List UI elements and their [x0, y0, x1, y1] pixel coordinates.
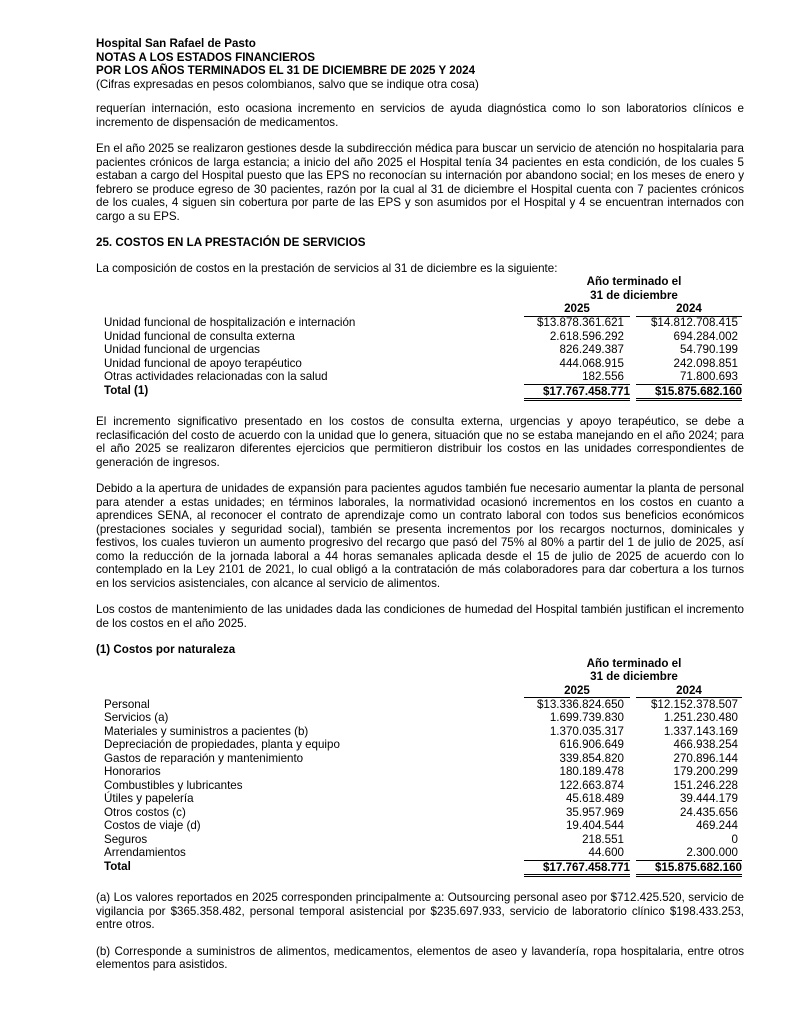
value-2025: 182.556	[582, 370, 624, 383]
paragraph-expansion-units: Debido a la apertura de unidades de expansión para pacientes agudos también fue necesario aumentar la planta de personal para atender a estas unidades; en términos laborales, la normatividad ocasionó incrementos en los costos en cuanto a aprendices SENA, al reconocer el contrato de aprendizaje como un contrato laboral con todos sus beneficios económicos (prestaciones sociales y seguridad social), también se presenta incrementos por los recargos nocturnos, dominicales y festivos, los cuales tuvieron un aumento progresivo del recargo que pasó del 75% al 80% a partir del 1 de julio de 2025, así como la reducción de la jornada laboral a 44 horas semanales aplicada desde el 15 de julio de 2025 de acuerdo con lo contemplado en la Ley 2101 de 2021, lo cual obligó a la contratación de más colaboradores para dar cobertura a los turnos en los servicios asistenciales, con alcance al servicio de alimentos.	[96, 482, 744, 590]
table-row	[96, 330, 744, 344]
value-2024: $14.812.708.415	[650, 316, 738, 329]
table2-total-label: Total	[104, 859, 131, 873]
row-label: Personal	[104, 697, 150, 711]
table-row	[96, 698, 744, 712]
value-2025: 35.957.969	[565, 805, 624, 819]
value-2025: 1.370.035.317	[549, 724, 624, 738]
value-2024: 151.246.228	[673, 778, 738, 792]
document-page	[96, 37, 744, 972]
row-label: Honorarios	[104, 765, 161, 778]
table-row	[96, 752, 744, 766]
table1-total-2025: $17.767.458.771	[524, 384, 630, 402]
paragraph-intro-continuation: requerían internación, esto ocasiona incremento en servicios de ayuda diagnóstica como lo son laboratorios clínicos e incremento de dispensación de medicamentos.	[96, 102, 744, 129]
value-2024: 179.200.299	[673, 765, 738, 778]
value-2024: 1.251.230.480	[663, 711, 738, 724]
value-2024: 39.444.179	[679, 792, 738, 805]
value-2024: 1.337.143.169	[663, 724, 738, 738]
row-label: Depreciación de propiedades, planta y equipo	[104, 738, 340, 751]
row-label: Otras actividades relacionadas con la salud	[104, 370, 328, 383]
table-row	[96, 792, 744, 806]
value-2025: 826.249.387	[559, 343, 624, 356]
value-2025: 218.551	[582, 832, 624, 846]
table1-rows	[96, 316, 744, 384]
row-label: Otros costos (c)	[104, 805, 186, 819]
value-2025: 1.699.739.830	[549, 711, 624, 724]
row-label: Unidad funcional de consulta externa	[104, 329, 295, 343]
value-2024: 24.435.656	[679, 805, 738, 819]
paragraph-chronic-patients: En el año 2025 se realizaron gestiones desde la subdirección médica para buscar un servicio de atención no hospitalaria para pacientes crónicos de larga estancia; a inicio del año 2025 el Hospital tenía 34 pacientes en esta condición, de los cuales 5 estaban a cargo del Hospital puesto que las EPS no reconocían su internación por abandono social; en los meses de enero y febrero se produce egreso de 30 pacientes, razón por la cual al 31 de diciembre el Hospital cuenta con 7 pacientes crónicos de los cuales, 4 siguen sin cobertura por parte de las EPS y son asumidos por el Hospital y 4 se encuentran internados con cargo a su EPS.	[96, 142, 744, 223]
row-label: Seguros	[104, 832, 148, 846]
value-2025: 180.189.478	[559, 765, 624, 778]
value-2024: 270.896.144	[673, 751, 738, 765]
value-2025: $13.336.824.650	[536, 697, 624, 711]
paragraph-maintenance-costs: Los costos de mantenimiento de las unidades dada las condiciones de humedad del Hospital también justifican el incremento de los costos en el año 2025.	[96, 603, 744, 630]
value-2024: 54.790.199	[679, 343, 738, 356]
value-2025: 19.404.544	[565, 819, 624, 832]
value-2025: 45.618.489	[565, 792, 624, 805]
value-2025: 444.068.915	[559, 356, 624, 370]
table-row	[96, 765, 744, 779]
table-row	[96, 806, 744, 820]
table2-total-2024: $15.875.682.160	[636, 860, 742, 878]
row-label: Gastos de reparación y mantenimiento	[104, 751, 304, 765]
table2-total-row	[96, 860, 744, 874]
table1-header-line2: 31 de diciembre	[590, 288, 678, 302]
value-2025: 339.854.820	[559, 751, 624, 765]
table2-year-2024: 2024	[636, 684, 742, 699]
value-2025: 616.906.649	[559, 738, 624, 751]
value-2025: 2.618.596.292	[549, 329, 624, 343]
header-hospital-name: Hospital San Rafael de Pasto	[96, 37, 256, 50]
paragraph-cost-composition: La composición de costos en la prestación de servicios al 31 de diciembre es la siguiente:	[96, 261, 558, 275]
table1-year-2025: 2025	[524, 302, 630, 317]
paragraph-significant-increase: El incremento significativo presentado en los costos de consulta externa, urgencias y apoyo terapéutico, se debe a reclasificación del costo de acuerdo con la unidad que lo genera, situación que no se estaba manejando en el año 2024; para el año 2025 se realizaron diferentes ejercicios que permitieron distribuir los costos en las unidades correspondientes de generación de ingresos.	[96, 415, 744, 469]
row-label: Arrendamientos	[104, 846, 186, 859]
table-row	[96, 819, 744, 833]
footnote-a: (a) Los valores reportados en 2025 corresponden principalmente a: Outsourcing personal aseo por $712.425.520, servicio de vigilancia por $365.358.482, personal temporal asistencial por $235.697.933, servicio de laboratorio clínico $198.433.253, entre otros.	[96, 891, 744, 931]
row-label: Unidad funcional de urgencias	[104, 343, 260, 356]
row-label: Útiles y papelería	[104, 792, 194, 805]
row-label: Materiales y suministros a pacientes (b)	[104, 724, 309, 738]
table2-rows	[96, 698, 744, 860]
table-row	[96, 357, 744, 371]
row-label: Unidad funcional de apoyo terapéutico	[104, 356, 302, 370]
table-row	[96, 343, 744, 357]
document-header	[96, 37, 744, 91]
row-label: Combustibles y lubricantes	[104, 778, 243, 792]
value-2024: 0	[731, 832, 738, 846]
row-label: Servicios (a)	[104, 711, 169, 724]
table-row	[96, 846, 744, 860]
table1-year-2024: 2024	[636, 302, 742, 317]
table1-year-headers	[96, 302, 744, 316]
value-2024: 466.938.254	[673, 738, 738, 751]
section-title-costs: 25. COSTOS EN LA PRESTACIÓN DE SERVICIOS	[96, 236, 366, 249]
value-2024: $12.152.378.507	[650, 697, 738, 711]
header-currency-note: (Cifras expresadas en pesos colombianos, salvo que se indique otra cosa)	[96, 77, 479, 91]
row-label: Costos de viaje (d)	[104, 819, 201, 832]
value-2025: $13.878.361.621	[536, 316, 624, 329]
table-row	[96, 370, 744, 384]
table-costs-by-unit	[96, 275, 744, 397]
header-notes-title: NOTAS A LOS ESTADOS FINANCIEROS	[96, 50, 316, 64]
table-row	[96, 711, 744, 725]
value-2024: 2.300.000	[686, 846, 738, 859]
table1-total-label: Total (1)	[104, 383, 149, 397]
header-period: POR LOS AÑOS TERMINADOS EL 31 DE DICIEMBRE DE 2025 Y 2024	[96, 64, 476, 77]
row-label: Unidad funcional de hospitalización e internación	[104, 316, 356, 329]
table1-header-line1: Año terminado el	[586, 275, 682, 288]
value-2024: 242.098.851	[673, 356, 738, 370]
table-costs-by-nature	[96, 657, 744, 874]
value-2024: 71.800.693	[679, 370, 738, 383]
table2-total-2025: $17.767.458.771	[524, 860, 630, 878]
subsection-title-costs-by-nature: (1) Costos por naturaleza	[96, 643, 236, 656]
table2-header-line1: Año terminado el	[586, 656, 682, 670]
value-2024: 694.284.002	[673, 329, 738, 343]
value-2025: 44.600	[588, 846, 624, 859]
table-row	[96, 725, 744, 739]
table-row	[96, 779, 744, 793]
table-row	[96, 316, 744, 330]
table-row	[96, 833, 744, 847]
table-row	[96, 738, 744, 752]
table2-year-headers	[96, 684, 744, 698]
value-2025: 122.663.874	[559, 778, 624, 792]
value-2024: 469.244	[696, 819, 738, 832]
table1-total-row	[96, 384, 744, 398]
table1-total-2024: $15.875.682.160	[636, 384, 742, 402]
footnote-b: (b) Corresponde a suministros de alimentos, medicamentos, elementos de aseo y lavandería, ropa hospitalaria, entre otros elementos para asistidos.	[96, 944, 744, 971]
table2-year-2025: 2025	[524, 684, 630, 699]
table2-header-line2: 31 de diciembre	[590, 670, 678, 683]
